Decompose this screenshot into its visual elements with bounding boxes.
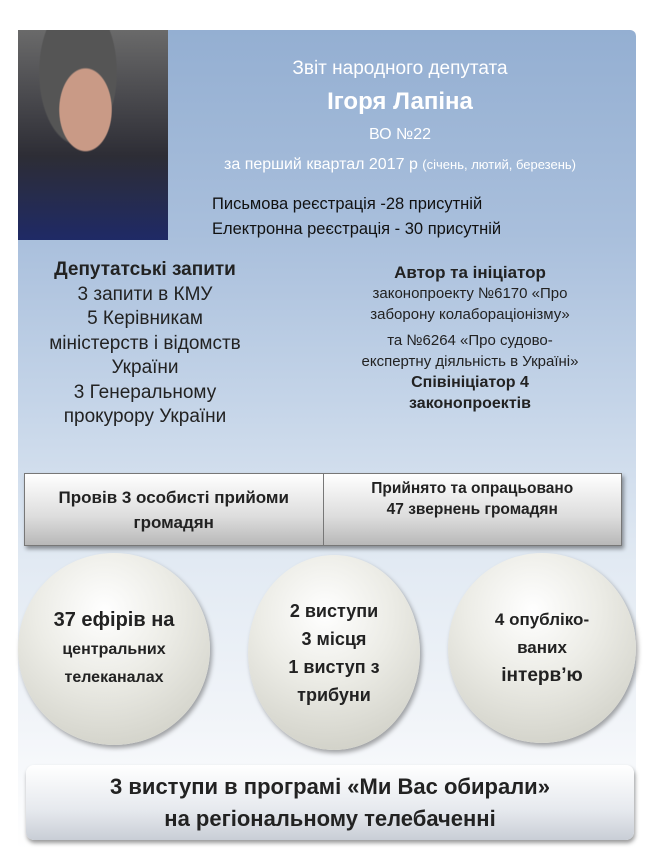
speeches-circle: 2 виступи 3 місця 1 виступ з трибуни — [248, 555, 420, 750]
deputy-photo — [18, 30, 168, 240]
report-title: Звіт народного депутата — [292, 58, 508, 79]
deputy-name: Ігоря Лапіна — [327, 88, 473, 115]
regional-tv-banner: 3 виступи в програмі «Ми Вас обирали» на регіональному телебаченні — [26, 765, 634, 840]
registration: Письмова реєстрація -28 присутній Електронна реєстрація - 30 присутній — [212, 195, 502, 238]
receptions-box: Провів 3 особисті прийоми громадян — [25, 474, 324, 545]
reception-boxes — [24, 473, 622, 546]
appeals-box: Прийнято та опрацьовано 47 звернень громадян — [371, 480, 574, 518]
interviews-circle: 4 опубліко- ваних інтерв’ю — [448, 553, 636, 743]
deputy-requests: Депутатські запити 3 запити в КМУ 5 Керівникам міністерств і відомств України 3 Генеральному прокурору України — [49, 259, 241, 427]
author-initiator: Автор та ініціатор законопроекту №6170 «Про заборону колабораціонізму» та №6264 «Про судово- експертну діяльність в Україні» Співініціатор 4 законопроектів — [361, 263, 579, 412]
tv-appearances-circle: 37 ефірів на центральних телеканалах — [18, 553, 210, 745]
period: за перший квартал 2017 р (січень, лютий, березень) — [224, 156, 576, 173]
district: ВО №22 — [369, 126, 431, 143]
